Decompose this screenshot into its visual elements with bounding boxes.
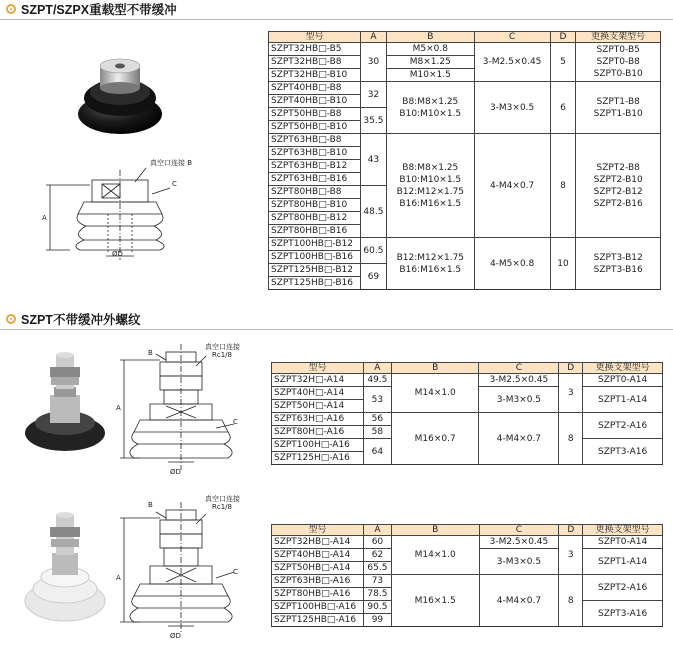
d-cell: 3 bbox=[559, 536, 583, 575]
model-cell: SZPT40HB□-A14 bbox=[272, 549, 364, 562]
model-cell: SZPT80HB□-A16 bbox=[272, 588, 364, 601]
a-cell: 49.5 bbox=[363, 374, 391, 387]
table-row bbox=[269, 43, 661, 56]
bracket-value: SZPT3-B16 bbox=[593, 264, 643, 275]
bracket-value: SZPT1-B10 bbox=[593, 108, 643, 119]
label-c: C bbox=[172, 180, 177, 188]
section-title-text: SZPT/SZPX重载型不带缓冲 bbox=[21, 3, 177, 17]
table-header-row bbox=[272, 525, 663, 536]
c-cell: 4-M4×0.7 bbox=[474, 134, 550, 238]
b-value: B12:M12×1.75 bbox=[396, 186, 465, 197]
b-cell: M8×1.25 bbox=[386, 56, 474, 69]
b-cell bbox=[386, 238, 474, 290]
model-cell: SZPT50HB□-B8 bbox=[269, 108, 361, 121]
model-cell: SZPT63HB□-B16 bbox=[269, 173, 361, 186]
b-cell: M10×1.5 bbox=[386, 69, 474, 82]
model-cell: SZPT50HB□-B10 bbox=[269, 121, 361, 134]
c-cell: 3-M2.5×0.45 bbox=[474, 43, 550, 82]
b-cell: M14×1.0 bbox=[391, 374, 479, 413]
label-vacuum-port-b: 真空口连接 B bbox=[150, 159, 193, 167]
c-cell: 3-M3×0.5 bbox=[479, 387, 559, 413]
label-a: A bbox=[116, 404, 121, 412]
d-cell: 5 bbox=[550, 43, 576, 82]
section-title-text: SZPT不带缓冲外螺纹 bbox=[21, 313, 141, 327]
label-c: C bbox=[233, 418, 238, 426]
label-rc: Rc1/8 bbox=[212, 503, 232, 511]
model-cell: SZPT63HB□-B8 bbox=[269, 134, 361, 147]
a-cell: 65.5 bbox=[363, 562, 391, 575]
d-cell: 6 bbox=[550, 82, 576, 134]
a-cell: 69 bbox=[360, 264, 386, 290]
b-cell: M14×1.0 bbox=[391, 536, 479, 575]
a-cell: 60 bbox=[363, 536, 391, 549]
table-row bbox=[269, 134, 661, 147]
b-value: B16:M16×1.5 bbox=[399, 264, 462, 275]
c-cell: 4-M4×0.7 bbox=[479, 413, 559, 465]
table-row bbox=[272, 413, 663, 426]
label-b: B bbox=[148, 501, 153, 509]
label-c: C bbox=[233, 568, 238, 576]
d-cell: 3 bbox=[559, 374, 583, 413]
b-cell: M16×0.7 bbox=[391, 413, 479, 465]
a-cell: 53 bbox=[363, 387, 391, 413]
d-cell: 8 bbox=[550, 134, 576, 238]
b-cell: M16×1.5 bbox=[391, 575, 479, 627]
bracket-cell: SZPT1-A14 bbox=[583, 387, 663, 413]
model-cell: SZPT40HB□-B8 bbox=[269, 82, 361, 95]
a-cell: 73 bbox=[363, 575, 391, 588]
model-cell: SZPT32HB□-A14 bbox=[272, 536, 364, 549]
label-vacuum-port: 真空口连接 bbox=[205, 343, 240, 351]
model-cell: SZPT125HB□-B16 bbox=[269, 277, 361, 290]
d-cell: 8 bbox=[559, 413, 583, 465]
product-photo-suction-cup bbox=[70, 48, 170, 138]
a-cell: 56 bbox=[363, 413, 391, 426]
bracket-cell: SZPT3-A16 bbox=[583, 439, 663, 465]
label-b: B bbox=[148, 349, 153, 357]
model-cell: SZPT100H□-A16 bbox=[272, 439, 364, 452]
spec-table-external-thread bbox=[271, 362, 663, 465]
header-c: C bbox=[479, 525, 559, 536]
bracket-cell: SZPT1-A14 bbox=[583, 549, 663, 575]
model-cell: SZPT100HB□-B16 bbox=[269, 251, 361, 264]
circle-bullet-icon bbox=[6, 314, 16, 324]
model-cell: SZPT125HB□-B12 bbox=[269, 264, 361, 277]
header-model: 型号 bbox=[272, 363, 364, 374]
a-cell: 48.5 bbox=[360, 186, 386, 238]
bracket-value: SZPT3-B12 bbox=[593, 252, 643, 263]
c-cell: 3-M2.5×0.45 bbox=[479, 374, 559, 387]
product-photo-threaded-cup bbox=[20, 345, 110, 455]
model-cell: SZPT40HB□-B10 bbox=[269, 95, 361, 108]
model-cell: SZPT50HB□-A14 bbox=[272, 562, 364, 575]
a-cell: 99 bbox=[363, 614, 391, 627]
bracket-value: SZPT2-B8 bbox=[596, 162, 640, 173]
header-model: 型号 bbox=[272, 525, 364, 536]
model-cell: SZPT125HB□-A16 bbox=[272, 614, 364, 627]
header-model: 型号 bbox=[269, 32, 361, 43]
c-cell: 4-M4×0.7 bbox=[479, 575, 559, 627]
model-cell: SZPT63H□-A16 bbox=[272, 413, 364, 426]
header-d: D bbox=[550, 32, 576, 43]
model-cell: SZPT80HB□-B16 bbox=[269, 225, 361, 238]
a-cell: 30 bbox=[360, 43, 386, 82]
bracket-cell: SZPT3-A16 bbox=[583, 601, 663, 627]
c-cell: 4-M5×0.8 bbox=[474, 238, 550, 290]
a-cell: 58 bbox=[363, 426, 391, 439]
spec-table-threaded-buffer bbox=[271, 524, 663, 627]
header-bracket: 更换支架型号 bbox=[583, 525, 663, 536]
model-cell: SZPT80H□-A16 bbox=[272, 426, 364, 439]
a-cell: 78.5 bbox=[363, 588, 391, 601]
model-cell: SZPT100HB□-A16 bbox=[272, 601, 364, 614]
table-row bbox=[269, 238, 661, 251]
header-c: C bbox=[474, 32, 550, 43]
model-cell: SZPT125H□-A16 bbox=[272, 452, 364, 465]
bracket-value: SZPT0-B10 bbox=[593, 69, 643, 79]
header-d: D bbox=[559, 363, 583, 374]
a-cell: 60.5 bbox=[360, 238, 386, 264]
bracket-value: SZPT2-B12 bbox=[593, 186, 643, 197]
model-cell: SZPT63HB□-B10 bbox=[269, 147, 361, 160]
label-rc: Rc1/8 bbox=[212, 351, 232, 359]
bracket-value: SZPT0-B8 bbox=[596, 57, 640, 67]
c-cell: 3-M3×0.5 bbox=[479, 549, 559, 575]
model-cell: SZPT40H□-A14 bbox=[272, 387, 364, 400]
dimension-drawing-threaded bbox=[110, 340, 250, 480]
label-a: A bbox=[42, 214, 47, 222]
model-cell: SZPT80HB□-B12 bbox=[269, 212, 361, 225]
table-row bbox=[272, 374, 663, 387]
b-cell bbox=[386, 82, 474, 134]
a-cell: 62 bbox=[363, 549, 391, 562]
product-photo-threaded-cup-clear bbox=[20, 505, 110, 625]
b-value: B8:M8×1.25 bbox=[402, 96, 459, 107]
bracket-cell bbox=[576, 82, 661, 134]
a-cell: 43 bbox=[360, 134, 386, 186]
c-cell: 3-M2.5×0.45 bbox=[479, 536, 559, 549]
bracket-cell: SZPT0-A14 bbox=[583, 374, 663, 387]
bracket-cell bbox=[576, 134, 661, 238]
d-cell: 8 bbox=[559, 575, 583, 627]
section-divider bbox=[0, 329, 673, 330]
header-bracket: 更换支架型号 bbox=[576, 32, 661, 43]
table-row bbox=[272, 536, 663, 549]
a-cell: 32 bbox=[360, 82, 386, 108]
label-a: A bbox=[116, 574, 121, 582]
label-vacuum-port: 真空口连接 bbox=[205, 495, 240, 503]
label-d: ØD bbox=[112, 250, 123, 258]
spec-table-heavy-duty bbox=[268, 31, 661, 290]
label-d: ØD bbox=[170, 468, 181, 476]
a-cell: 35.5 bbox=[360, 108, 386, 134]
b-value: B16:M16×1.5 bbox=[399, 198, 462, 209]
model-cell: SZPT32HB□-B5 bbox=[269, 43, 361, 56]
a-cell: 64 bbox=[363, 439, 391, 465]
b-cell bbox=[386, 134, 474, 238]
model-cell: SZPT80HB□-B10 bbox=[269, 199, 361, 212]
model-cell: SZPT100HB□-B12 bbox=[269, 238, 361, 251]
b-value: B12:M12×1.75 bbox=[396, 252, 465, 263]
model-cell: SZPT32H□-A14 bbox=[272, 374, 364, 387]
dimension-drawing-heavy-duty bbox=[40, 160, 210, 270]
bracket-value: SZPT1-B8 bbox=[596, 96, 640, 107]
b-value: B10:M10×1.5 bbox=[399, 108, 462, 119]
bracket-value: SZPT2-B10 bbox=[593, 174, 643, 185]
bracket-value: SZPT2-B16 bbox=[593, 198, 643, 209]
model-cell: SZPT63HB□-A16 bbox=[272, 575, 364, 588]
b-value: B10:M10×1.5 bbox=[399, 174, 462, 185]
header-b: B bbox=[391, 525, 479, 536]
table-header-row bbox=[269, 32, 661, 43]
table-header-row bbox=[272, 363, 663, 374]
header-a: A bbox=[363, 525, 391, 536]
d-cell: 10 bbox=[550, 238, 576, 290]
circle-bullet-icon bbox=[6, 4, 16, 14]
header-b: B bbox=[391, 363, 479, 374]
bracket-cell: SZPT2-A16 bbox=[583, 413, 663, 439]
a-cell: 90.5 bbox=[363, 601, 391, 614]
bracket-cell: SZPT2-A16 bbox=[583, 575, 663, 601]
bracket-cell bbox=[576, 43, 661, 82]
model-cell: SZPT63HB□-B12 bbox=[269, 160, 361, 173]
header-a: A bbox=[363, 363, 391, 374]
model-cell: SZPT50H□-A14 bbox=[272, 400, 364, 413]
header-d: D bbox=[559, 525, 583, 536]
header-bracket: 更换支架型号 bbox=[583, 363, 663, 374]
header-c: C bbox=[479, 363, 559, 374]
bracket-value: SZPT0-B5 bbox=[596, 45, 640, 55]
section-title-heavy-duty bbox=[6, 1, 177, 17]
model-cell: SZPT32HB□-B8 bbox=[269, 56, 361, 69]
header-b: B bbox=[386, 32, 474, 43]
bracket-cell bbox=[576, 238, 661, 290]
dimension-drawing-threaded-buffer bbox=[110, 500, 250, 640]
model-cell: SZPT80HB□-B8 bbox=[269, 186, 361, 199]
c-cell: 3-M3×0.5 bbox=[474, 82, 550, 134]
header-a: A bbox=[360, 32, 386, 43]
b-cell: M5×0.8 bbox=[386, 43, 474, 56]
table-row bbox=[272, 575, 663, 588]
table-row bbox=[269, 82, 661, 95]
section-divider bbox=[0, 19, 673, 20]
b-value: B8:M8×1.25 bbox=[402, 162, 459, 173]
bracket-cell: SZPT0-A14 bbox=[583, 536, 663, 549]
section-title-external-thread bbox=[6, 311, 140, 327]
model-cell: SZPT32HB□-B10 bbox=[269, 69, 361, 82]
label-d: ØD bbox=[170, 632, 181, 640]
